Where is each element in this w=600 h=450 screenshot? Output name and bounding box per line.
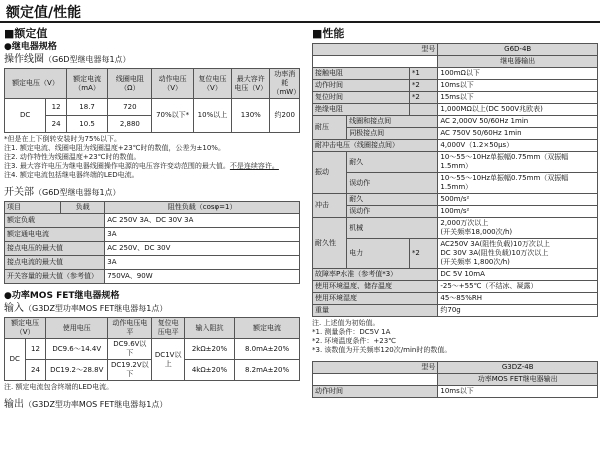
- coil-voltage-24: 24: [46, 116, 67, 133]
- perf-row-label: 动作时间: [313, 80, 410, 92]
- shock-label: 误动作: [347, 206, 438, 218]
- endurance-elec-line: AC250V 3A(阻性负载)10万次以上: [440, 240, 550, 248]
- coil-power-cell: 约200: [270, 99, 300, 133]
- coil-note-4: 注4. 额定电流包括继电器终端的LED电流。: [4, 171, 139, 179]
- input-th-current: 额定电流: [235, 318, 300, 339]
- tail-row-value: 45～85%RH: [438, 293, 598, 305]
- input-caption: [4, 302, 300, 315]
- coil-th-max: 最大容许电压（V）: [232, 69, 270, 99]
- mosfet-performance-table: [312, 361, 598, 398]
- switch-row-value: AC 250V 3A、DC 30V 3A: [105, 214, 300, 228]
- vibration-value: 10～55～10Hz单振幅0.75mm（双振幅1.5mm）: [438, 152, 598, 173]
- mosfet-th-model-label: 型号: [313, 362, 438, 374]
- coil-current-24: 10.5: [66, 116, 107, 133]
- input-release-cell: DC1V以上: [152, 339, 184, 381]
- coil-note-0: *但是在上下倒转安装时为75%以下。: [4, 135, 122, 143]
- switch-caption-note: （G6D型继电器每1点）: [34, 188, 121, 197]
- right-column: [312, 27, 598, 398]
- coil-caption-note: （G6D型继电器每1点）: [44, 55, 131, 64]
- input-impedance-24: 4kΩ±20%: [184, 360, 234, 381]
- switch-row-value: 750VA、90W: [105, 270, 300, 284]
- switch-th-item: 项目: [5, 202, 61, 214]
- coil-resistance-24: 2,880: [108, 116, 152, 133]
- title-rule: [0, 21, 600, 23]
- coil-caption: [4, 53, 300, 66]
- switch-row-label: 接点电压的最大值: [5, 242, 105, 256]
- input-range-12: DC9.6～14.4V: [46, 339, 108, 360]
- perf-note-1: *1. 测量条件：DC5V 1A: [312, 328, 391, 336]
- coil-th-release: 复位电压（V）: [193, 69, 231, 99]
- withstand-group: 耐压: [313, 116, 347, 140]
- relay-spec-heading: ●继电器规格: [4, 42, 57, 52]
- input-th-impedance: 输入阻抗: [184, 318, 234, 339]
- perf-row-label: 绝缘电阻: [313, 104, 410, 116]
- perf-row-value: 1,000MΩ以上(DC 500V兆欧表): [438, 104, 598, 116]
- coil-note-3-emphasis: 不是连续容许。: [229, 162, 279, 170]
- withstand-label: 线圈和接点间: [347, 116, 438, 128]
- impulse-value: 4,000V（1.2×50μs）: [438, 140, 598, 152]
- coil-th-operate: 动作电压（V）: [152, 69, 193, 99]
- coil-th-voltage: 额定电压（V）: [5, 69, 67, 99]
- input-voltage-24: 24: [25, 360, 46, 381]
- switch-row-label: 接点电流的最大值: [5, 256, 105, 270]
- switch-row-value: AC 250V、DC 30V: [105, 242, 300, 256]
- switch-row-label: 额定负载: [5, 214, 105, 228]
- coil-th-resistance: 线圈电阻（Ω）: [108, 69, 152, 99]
- vibration-label: 误动作: [347, 173, 438, 194]
- coil-note-2: 注2. 动作特性为线圈温度+23℃时的数值。: [4, 153, 141, 161]
- vibration-group: 振动: [313, 152, 347, 194]
- shock-value: 500m/s²: [438, 194, 598, 206]
- input-th-operate: 动作电压电平: [108, 318, 152, 339]
- withstand-value: AC 750V 50/60Hz 1min: [438, 128, 598, 140]
- endurance-mech-line: (开关频率18,000次/h): [440, 228, 513, 236]
- coil-type-cell: DC: [5, 99, 46, 133]
- mosfet-th-model-sub: 功率MOS FET继电器输出: [438, 374, 598, 386]
- endurance-elec-mark: *2: [409, 239, 438, 269]
- mosfet-th-blank: [313, 374, 438, 386]
- page-title: 额定值/性能: [6, 5, 82, 21]
- perf-row-value: 15ms以下: [438, 92, 598, 104]
- input-th-voltage: 额定电压（V）: [5, 318, 46, 339]
- switch-row-value: 3A: [105, 256, 300, 270]
- endurance-group: 耐久性: [313, 218, 347, 269]
- input-impedance-12: 2kΩ±20%: [184, 339, 234, 360]
- perf-note-2: *2. 环境温度条件：+23℃: [312, 337, 397, 345]
- input-th-range: 使用电压: [46, 318, 108, 339]
- input-current-12: 8.0mA±20%: [235, 339, 300, 360]
- rating-heading: ■额定值: [4, 27, 48, 40]
- tail-row-label: 使用环境温度、储存温度: [313, 281, 438, 293]
- coil-note-3: [4, 162, 300, 171]
- left-column: [4, 27, 300, 411]
- perf-row-mark: *2: [409, 92, 438, 104]
- perf-row-value: 10ms以下: [438, 80, 598, 92]
- coil-note-1: 注1. 额定电流、线圈电阻为线圈温度+23℃时的数值，公差为±10%。: [4, 144, 225, 152]
- tail-row-label: 使用环境湿度: [313, 293, 438, 305]
- perf-note-3: *3. 该数值为开关频率120次/min时的数值。: [312, 346, 452, 354]
- output-caption: [4, 398, 300, 411]
- input-operate-12: DC9.6V以下: [108, 339, 152, 360]
- tail-row-value: -25～+55℃（不结冰、凝露）: [438, 281, 598, 293]
- shock-group: 冲击: [313, 194, 347, 218]
- perf-row-value: 100mΩ以下: [438, 68, 598, 80]
- input-table: [4, 317, 300, 381]
- coil-table: [4, 68, 300, 133]
- perf-row-label: 复位时间: [313, 92, 410, 104]
- coil-note-3-text: 注3. 最大容许电压为继电器线圈操作电源的电压容许变动范围的最大值。: [4, 162, 230, 170]
- input-type-cell: DC: [5, 339, 26, 381]
- input-voltage-12: 12: [25, 339, 46, 360]
- input-th-release: 复位电压电平: [152, 318, 184, 339]
- shock-value: 100m/s²: [438, 206, 598, 218]
- endurance-mech-value: [438, 218, 598, 239]
- mosfet-row-value: 10ms以下: [438, 386, 598, 398]
- switch-th-resistive: 阻性负载（cosφ=1）: [105, 202, 300, 214]
- withstand-label: 同极接点间: [347, 128, 438, 140]
- perf-row-label: 接触电阻: [313, 68, 410, 80]
- coil-resistance-12: 720: [108, 99, 152, 116]
- endurance-elec-value: [438, 239, 598, 269]
- coil-release-cell: 10%以上: [193, 99, 231, 133]
- input-range-24: DC19.2～28.8V: [46, 360, 108, 381]
- perf-th-model: G6D-4B: [438, 44, 598, 56]
- input-caption-note: （G3DZ型功率MOS FET继电器每1点）: [24, 304, 168, 313]
- input-caption-title: 输入: [4, 303, 24, 314]
- vibration-label: 耐久: [347, 152, 438, 173]
- perf-th-model-label: 型号: [313, 44, 438, 56]
- endurance-elec-line: (开关频率 1,800次/h): [440, 258, 510, 266]
- switch-caption: [4, 186, 300, 199]
- tail-row-value: 约70g: [438, 305, 598, 317]
- coil-max-cell: 130%: [232, 99, 270, 133]
- coil-th-power: 功率消耗（mW）: [270, 69, 300, 99]
- endurance-elec-label: 电力: [347, 239, 410, 269]
- perf-row-mark: *2: [409, 80, 438, 92]
- mosfet-spec-heading: ●功率MOS FET继电器规格: [4, 291, 120, 301]
- input-note: 注. 额定电流包含终端的LED电流。: [4, 383, 114, 391]
- switch-caption-title: 开关部: [4, 187, 34, 198]
- endurance-elec-line: DC 30V 3A(阻性负载)10万次以上: [440, 249, 549, 257]
- vibration-value: 10～55～10Hz单振幅0.75mm（双振幅1.5mm）: [438, 173, 598, 194]
- input-current-24: 8.2mA±20%: [235, 360, 300, 381]
- switch-row-label: 开关容量的最大值（参考值）: [5, 270, 105, 284]
- perf-th-blank: [313, 56, 438, 68]
- mosfet-th-model: G3DZ-4B: [438, 362, 598, 374]
- perf-note-0: 注. 上述值为初始值。: [312, 319, 380, 327]
- endurance-mech-label: 机械: [347, 218, 438, 239]
- tail-row-label: 重量: [313, 305, 438, 317]
- tail-row-label: 故障率P水准（参考值*3）: [313, 269, 438, 281]
- shock-label: 耐久: [347, 194, 438, 206]
- switch-table: [4, 201, 300, 284]
- switch-row-label: 额定通电电流: [5, 228, 105, 242]
- output-caption-note: （G3DZ型功率MOS FET继电器每1点）: [24, 400, 168, 409]
- coil-th-current: 额定电流（mA）: [66, 69, 107, 99]
- output-caption-title: 输出: [4, 399, 24, 410]
- input-operate-24: DC19.2V以下: [108, 360, 152, 381]
- perf-th-model-sub: 继电器输出: [438, 56, 598, 68]
- perf-row-mark: [409, 104, 438, 116]
- coil-caption-title: 操作线圈: [4, 54, 44, 65]
- perf-row-mark: *1: [409, 68, 438, 80]
- mosfet-row-label: 动作时间: [313, 386, 438, 398]
- switch-th-load: 负载: [61, 202, 105, 214]
- coil-current-12: 18.7: [66, 99, 107, 116]
- performance-heading: ■性能: [312, 27, 345, 40]
- withstand-value: AC 2,000V 50/60Hz 1min: [438, 116, 598, 128]
- coil-operate-cell: 70%以下*: [152, 99, 193, 133]
- tail-row-value: DC 5V 10mA: [438, 269, 598, 281]
- switch-row-value: 3A: [105, 228, 300, 242]
- performance-table: [312, 43, 598, 317]
- coil-voltage-12: 12: [46, 99, 67, 116]
- impulse-label: 耐冲击电压（线圈接点间）: [313, 140, 438, 152]
- endurance-mech-line: 2,000万次以上: [440, 219, 489, 227]
